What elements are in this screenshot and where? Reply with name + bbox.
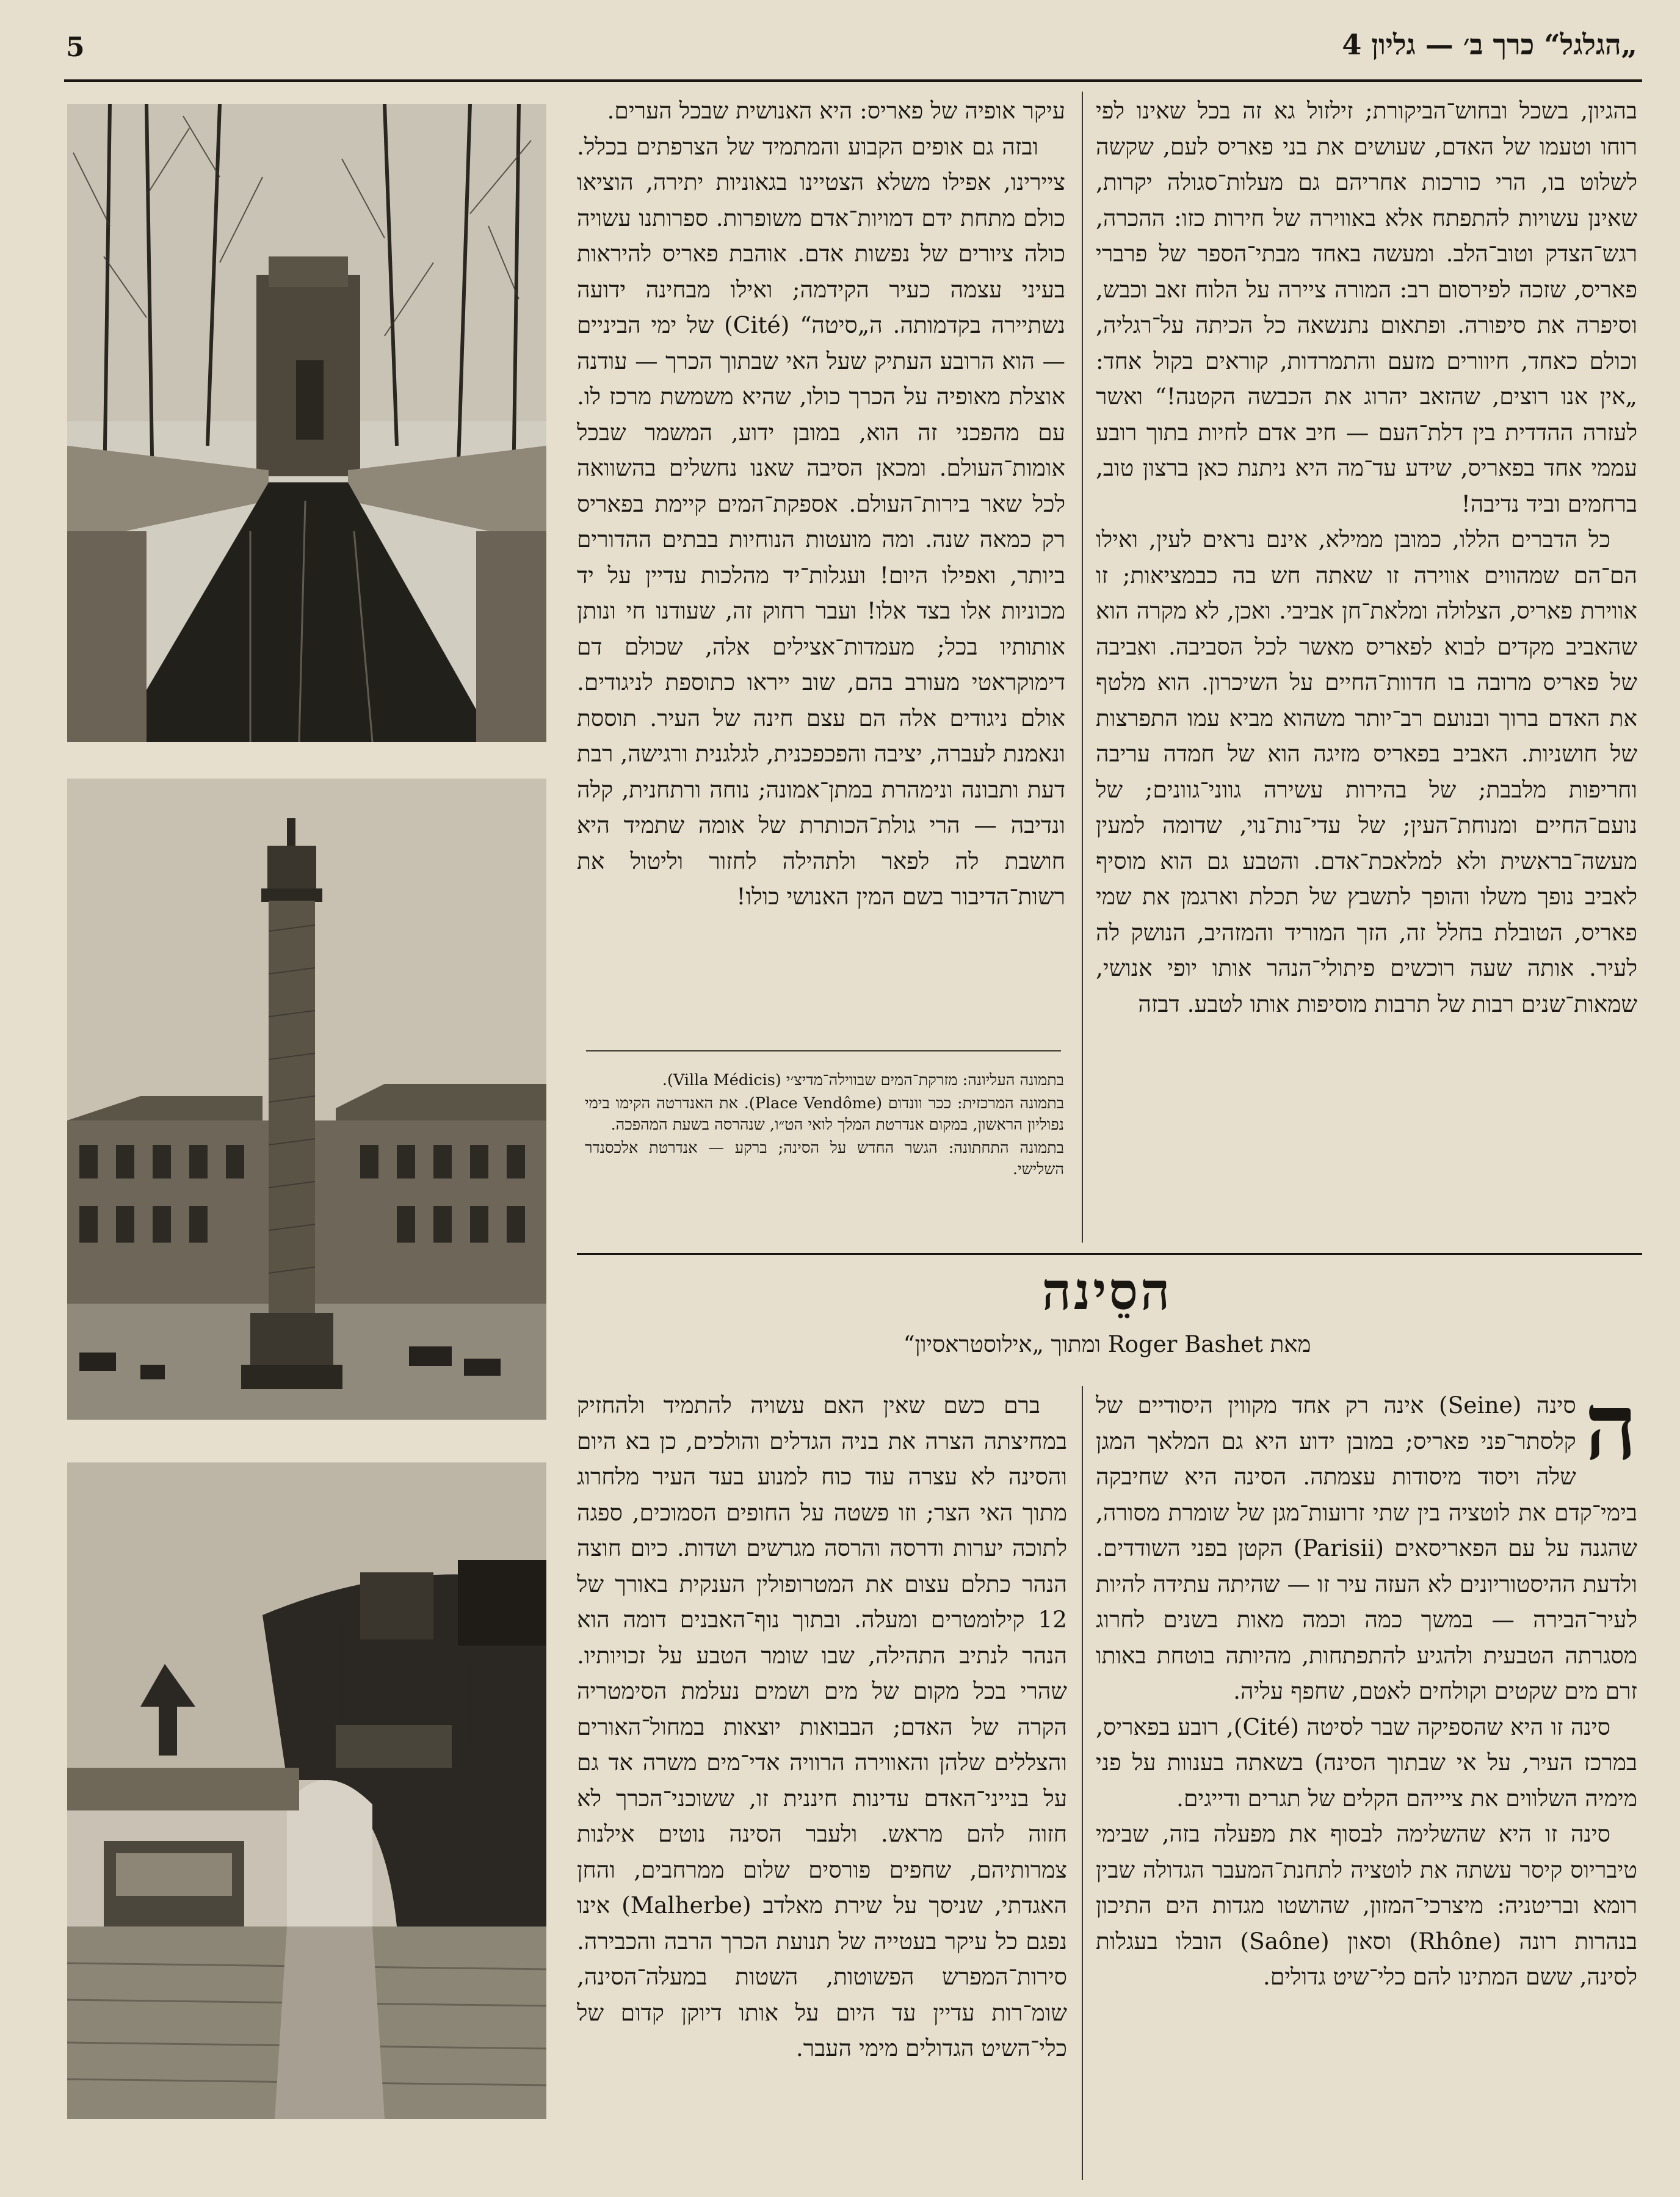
byline-author: Roger Bashet	[1107, 1331, 1263, 1357]
caption-top: בתמונה העליונה: מזרקת־המים שבווילה־מדיצ׳י (Villa Médicis).	[662, 1071, 1064, 1089]
byline	[577, 1331, 1637, 1358]
article-column-left	[577, 1387, 1067, 2181]
byline-prefix: מאת	[1270, 1331, 1311, 1357]
essay-paragraph: בהגיון, בשכל ובחוש־הביקורת; זילזול גא זה בכל שאינו לפי רוחו וטעמו של האדם, שעושים את בני פאריס לעם, שקשה לשלוט בו, הרי כורכות אחריהם גם מעלות־סגולה יקרות, שאינן עשויות להתפתח אלא באווירה של חירות כזו: ההכרה, רגש־הצדק וטוב־הלב. ומעשה באחד מבתי־הספר של פרברי פאריס, שזכה לפירסום רב: המורה ציירה על הלוח זאב וכבש, וסיפרה את סיפורה. ופתאום נתנשאה כל הכיתה על־רגליה, וכולם כאחד, חיוורים מזעם והתמרדות, קוראים בקול אחד: „אין אנו רוצים, שהזאב יהרוג את הכבשה הקטנה!“ ואשר לעזרה ההדדית בין דלת־העם — חיב אדם לחיות בתוך רובע עממי אחד בפאריס, שידע עד־מה היא ניתנת כאן ברצון טוב, ברחמים וביד נדיבה!	[1096, 97, 1637, 517]
photo-captions	[585, 1070, 1064, 1247]
byline-source: ומתוך „אילוסטראסיון“	[903, 1331, 1101, 1357]
article-paragraph: ברם כשם שאין האם עשויה להתמיד ולהחזיק במחיצתה הצרה את בניה הגדלים והולכים, כן בא היום והסינה לא עצרה עוד כוח למנוע בעד העיר מלחרוג מתוך האי הצר; וזו פשטה על החופים הסמוכים, ספגה לתוכה יערות ודרסה והרסה מגרשים ושדות. כיום חוצה הנהר כתלם עצום את המטרופולין הענקית באורך של 12 קילומטרים ומעלה. ובתוך נוף־האבנים דומה הוא הנהר לנתיב התהילה, שבו שומר הטבע על זכויותיו. שהרי בכל מקום של מים ושמים נעלמת הסימטריה הקרה של האדם; הבבואות יוצאות במחול־האורים והצללים שלהן והאווירה הרוויה אדי־מים משרה אד גם על בנייני־האדם עדינות חיננית זו, ששוכני־הכרך לא חזוה להם מראש. ולעבר הסינה נוטים אילנות צמרותיהם, שחפים פורסים שלום ממרחבים, והחן האגדתי, שניסך על שירת מאלדב (Malherbe) אינו נפגם כל עיקר בעטייה של תנועת הכרך הרבה והכבירה. סירות־המפרש הפשוטות, השטות במעלה־הסינה, שומ־רות עדיין עד היום על אותו דיוקן קדום של כלי־השיט הגדולים מימי העבר.	[577, 1392, 1067, 2061]
essay-column-right	[1096, 93, 1637, 1241]
running-head: „הגלגל“ כרך ב׳ — גליון 4	[1342, 28, 1637, 61]
essay-paragraph: ובזה גם אופים הקבוע והמתמיד של הצרפתים בכלל. ציירינו, אפילו משלא הצטיינו בגאוניות יתירה, הוציאו כולם מתחת ידם דמויות־אדם משופרות. ספרותנו עשויה כולה ציורים של נפשות אדם. אוהבת פאריס להיראות בעיני עצמה כעיר הקידמה; ואילו מבחינה ידועה נשתיירה בקדמותה. ה„סיטה“ (Cité) של ימי הביניים — הוא הרובע העתיק שעל האי שבתוך הכרך — עודנה אוצלת מאופיה על הכרך כולו, שהיא משמשת מרכז לו. עם מהפכני זה הוא, במובן ידוע, המשמר שבכל אומות־העולם. ומכאן הסיבה שאנו נחשלים בהשוואה לכל שאר בירות־העולם. אספקת־המים קיימת בפאריס רק כמאה שנה. ומה מועטות הנוחיות בבתים ההדורים ביותר, ואפילו היום! ועגלות־יד מהלכות עדיין על יד מכוניות אלו בצד אלו! ועבר רחוק זה, שעודנו חי ונותן אותותיו בכל; מעמדות־אצילים אלה, שכולם דם דימוקראטי מעורב בהם, שוב ייראו כתוספת לניגודים. אולם ניגודים אלה הם עצם חינה של העיר. תוססת ונאמנת לעברה, יציבה והפכפכנית, לגלגנית ורגישה, רבת דעת ותבונה ונימהרת במתן־אמונה; נוחה ורתחנית, קלה ונדיבה — הרי גולת־הכותרת של אומה שתמיד היא חושבת לה לפאר ולתהילה לחזור וליטול את רשות־הדיבור בשם המין האנושי כולו!	[577, 133, 1065, 910]
article-column-right	[1096, 1387, 1637, 2181]
column-rule	[1082, 92, 1083, 1243]
drop-cap: ה	[1584, 1387, 1637, 1481]
photo-medici-fountain	[67, 104, 546, 742]
caption-rule	[586, 1050, 1061, 1051]
header-rule	[64, 79, 1642, 82]
article-paragraph: סינה זו היא שהספיקה שבר לסיטה (Cité), רובע בפאריס, במרכז העיר, על אי שבתוך הסינה) בשאתה בענוות על פני מימיה השלווים את ציייהם הקלים של תגרים ודייגים.	[1096, 1713, 1637, 1812]
photo-vendome-column	[67, 779, 546, 1420]
article-paragraph-text: סינה (Seine) אינה רק אחד מקווין היסודיים של קלסתר־פני פאריס; במובן ידוע היא גם המלאך המגן שלה ויסוד מיסודות עצמתה. הסינה היא שחיבקה בימי־קדם את לוטציה בין שתי זרועות־מגן של שומרת מסורה, שהגנה על עם הפאריסאים (Parisii) הקטן בפני השודדים. ולדעת ההיסטוריונים לא העזה עיר זו — שהיתה עתידה להיות לעיר־הבירה — במשך כמה וכמה מאות בשנים לחרוג מסגרתה הטבעית ולהגיע להתפתחות, מהיותה בוטחת באותו זרם מים שקטים וקולחים לאטם, שחפף עליה.	[1096, 1392, 1637, 1704]
essay-column-left	[577, 93, 1065, 1045]
article-paragraph: סינה זו היא שהשלימה לבסוף את מפעלה בזה, שבימי טיבריוס קיסר עשתה את לוטציה לתחנת־המעבר הגדולה שבין רומא ובריטניה: מיצרכי־המזון, שהושטו מגדות הים התיכון בנהרות רונה (Rhône) וסאון (Saône) הובלו בעגלות לסינה, ששם המתינו להם כלי־שיט גדולים.	[1096, 1820, 1637, 1990]
article-title: הסֵינה	[1041, 1261, 1173, 1321]
page-number: 5	[66, 32, 85, 63]
article-paragraph	[1096, 1387, 1637, 1709]
photo-new-bridge	[67, 1462, 546, 2119]
column-rule	[1082, 1386, 1083, 2180]
caption-middle: בתמונה המרכזית: ככר וונדום (Place Vendôme). את האנדרטה הקימו בימי נפוליון הראשון, במקום אנדרטת המלך לואי הט״ו, שנהרסה בשעת המהפכה.	[585, 1094, 1064, 1134]
caption-bottom: בתמונה התחתונה: הגשר החדש על הסינה; ברקע — אנדרטת אלכסנדר השלישי.	[585, 1138, 1064, 1178]
essay-paragraph: עיקר אופיה של פאריס: היא האנושית שבכל הערים.	[607, 97, 1065, 124]
section-rule	[577, 1253, 1642, 1255]
essay-paragraph: כל הדברים הללו, כמובן ממילא, אינם נראים לעין, ואילו הם־הם שמהווים אווירה זו שאתה חש בה כבמציאות; זו אווירת פאריס, הצלולה ומלאת־חן אביבי. ואכן, לא מקרה הוא שהאביב מקדים לבוא לפאריס מאשר לכל הסביבה. ואביבה של פאריס מרובה בו חדוות־החיים על השיכרון. הוא מלטף את האדם ברוך ובנועם רב־יותר משהוא מביא עמו התפרצות של חושניות. האביב בפאריס מזיגה הוא של חמדה עריבה וחריפות מלבבת; של בהירות עשירה גווני־גוונים; של נועם־החיים ומנוחת־העין; של עדי־נות־נוי, שדומה למעין מעשה־בראשית ולא למלאכת־אדם. והטבע גם הוא מוסיף לאביב נופך משלו והופך לתשבץ של תכלת וארגמן את שמי פאריס, הטובלת בחלל זה, הזך המוריד והמזהיב, הנושק לה לעיר. אותה שעה רוכשים פיתולי־הנהר אותו יופי אנושי, שמאות־שנים רבות של תרבות מוסיפות אותו לטבע. דבזה	[1096, 526, 1637, 1017]
